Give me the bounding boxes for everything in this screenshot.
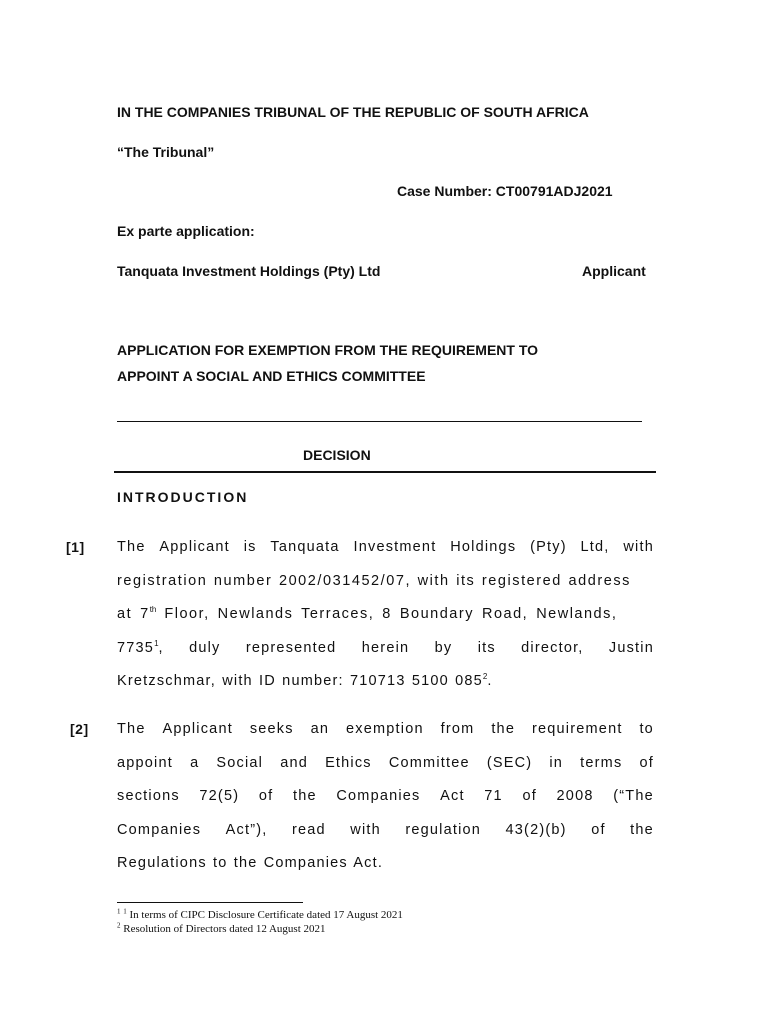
text-run: Kretzschmar, with ID number: 710713 5100 085 bbox=[117, 673, 483, 689]
word: (SEC) bbox=[486, 754, 533, 771]
footnote-ref-2: 2 bbox=[482, 672, 488, 682]
paragraph-number: [1] bbox=[66, 539, 85, 555]
word: to bbox=[639, 721, 654, 737]
word: Tanquata bbox=[270, 539, 340, 555]
word: The bbox=[117, 721, 146, 737]
word: with bbox=[350, 821, 381, 838]
word: sections bbox=[117, 788, 180, 804]
word: Applicant bbox=[162, 721, 233, 737]
word: Committee bbox=[388, 754, 470, 771]
text-run: at 7 bbox=[117, 606, 150, 622]
word: 2008 bbox=[556, 788, 594, 804]
word: with bbox=[623, 539, 654, 555]
word: in bbox=[549, 754, 564, 771]
word: Act”), bbox=[225, 821, 268, 838]
footnote-text: Resolution of Directors dated 12 August 2021 bbox=[123, 923, 326, 935]
word: (Pty) bbox=[530, 539, 567, 555]
word: appoint bbox=[117, 754, 173, 771]
footnote-separator bbox=[117, 902, 303, 903]
paragraph-line bbox=[117, 538, 654, 572]
footnote-marker: 1 bbox=[117, 907, 121, 916]
word: of bbox=[639, 754, 654, 771]
title-divider bbox=[117, 421, 642, 422]
word: Applicant bbox=[159, 539, 230, 555]
word: 43(2)(b) bbox=[505, 821, 567, 838]
word: is bbox=[243, 539, 257, 555]
word: Ltd, bbox=[580, 539, 610, 555]
word: Companies bbox=[336, 788, 421, 804]
paragraph-2 bbox=[117, 720, 654, 888]
party-name: Tanquata Investment Holdings (Pty) Ltd bbox=[117, 263, 381, 279]
word: a bbox=[190, 754, 200, 771]
word: and bbox=[280, 754, 308, 771]
application-type: Ex parte application: bbox=[117, 223, 255, 239]
word: Justin bbox=[608, 639, 654, 656]
paragraph-1 bbox=[117, 538, 654, 706]
word: Holdings bbox=[450, 539, 517, 555]
word: Ethics bbox=[325, 754, 372, 771]
footnote-1 bbox=[117, 909, 403, 921]
paragraph-line: Regulations to the Companies Act. bbox=[117, 855, 384, 871]
decision-heading: DECISION bbox=[303, 447, 371, 463]
footnote-inner-marker: 1 bbox=[123, 907, 127, 916]
word: represented bbox=[245, 639, 337, 656]
paragraph-line bbox=[117, 787, 654, 821]
court-heading: IN THE COMPANIES TRIBUNAL OF THE REPUBLIC OF SOUTH AFRICA bbox=[117, 104, 589, 120]
word: herein bbox=[361, 639, 410, 656]
superscript: th bbox=[149, 605, 157, 615]
footnote-text: In terms of CIPC Disclosure Certificate dated 17 August 2021 bbox=[129, 909, 403, 921]
word: of bbox=[522, 788, 537, 804]
word: Companies bbox=[117, 821, 202, 838]
paragraph-line bbox=[117, 720, 654, 754]
word: Act bbox=[440, 788, 465, 804]
word: an bbox=[310, 721, 330, 737]
word: 72(5) bbox=[199, 788, 240, 804]
word: (“The bbox=[613, 788, 654, 804]
word: director, bbox=[521, 639, 584, 656]
word: from bbox=[440, 721, 475, 737]
text-run: Floor, Newlands Terraces, 8 Boundary Road, Newlands, bbox=[164, 606, 618, 622]
word: of bbox=[591, 821, 606, 838]
text-run: . bbox=[487, 673, 493, 689]
section-heading: INTRODUCTION bbox=[117, 489, 249, 505]
word: by bbox=[434, 639, 453, 656]
word: the bbox=[292, 788, 317, 804]
text-run: 7735$^1$, bbox=[117, 638, 164, 656]
postal-code: 7735 bbox=[117, 639, 155, 656]
paragraph-line bbox=[117, 639, 654, 673]
word: exemption bbox=[346, 721, 424, 737]
case-number: Case Number: CT00791ADJ2021 bbox=[397, 183, 613, 199]
paragraph-line bbox=[117, 754, 654, 788]
footnote-2 bbox=[117, 923, 326, 935]
footnote-ref-1: 1 bbox=[154, 638, 159, 648]
footnote-marker: 2 bbox=[117, 921, 121, 930]
paragraph-line bbox=[117, 672, 654, 706]
word: read bbox=[291, 821, 326, 838]
word: seeks bbox=[249, 721, 294, 737]
tribunal-short-name: “The Tribunal” bbox=[117, 144, 215, 160]
word: The bbox=[117, 539, 146, 555]
word: the bbox=[491, 721, 516, 737]
paragraph-line bbox=[117, 821, 654, 855]
word: 71 bbox=[484, 788, 503, 804]
document-title-line-1: APPLICATION FOR EXEMPTION FROM THE REQUIREMENT TO bbox=[117, 342, 539, 358]
word: requirement bbox=[531, 721, 623, 737]
word: Investment bbox=[353, 539, 437, 555]
paragraph-line bbox=[117, 605, 654, 639]
document-title-line-2: APPOINT A SOCIAL AND ETHICS COMMITTEE bbox=[117, 368, 426, 384]
party-role: Applicant bbox=[582, 263, 646, 279]
paragraph-line: registration number 2002/031452/07, with its registered address bbox=[117, 572, 631, 589]
word: duly bbox=[189, 639, 221, 656]
word: its bbox=[477, 639, 496, 656]
word: Social bbox=[216, 754, 264, 771]
decision-divider bbox=[114, 471, 656, 473]
word: the bbox=[630, 821, 654, 838]
word: regulation bbox=[405, 821, 482, 838]
word: terms bbox=[580, 754, 623, 771]
word: of bbox=[258, 788, 274, 804]
paragraph-number: [2] bbox=[70, 721, 89, 737]
